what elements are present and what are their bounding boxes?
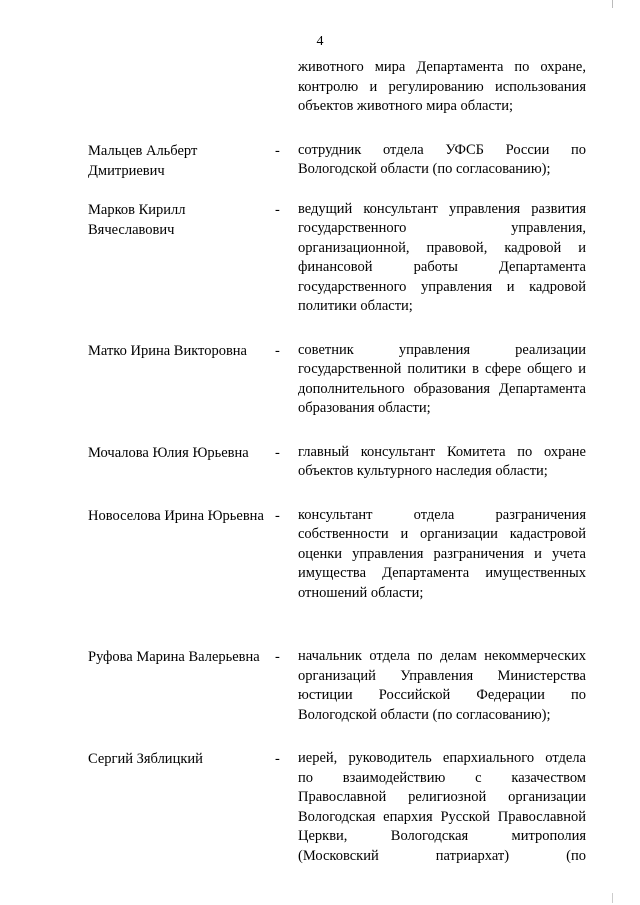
description-line: отношений области; — [298, 584, 424, 601]
description-line: собственности и организации кадастровой — [298, 526, 586, 542]
description-line: сотрудник отдела УФСБ России по — [298, 141, 586, 158]
list-item — [0, 647, 640, 725]
member-name: Матко Ирина Викторовна — [88, 342, 247, 359]
list-item — [0, 141, 640, 180]
entry-description — [298, 647, 586, 725]
scan-mark-top — [612, 0, 613, 8]
description-line: организационной, правовой, кадровой и — [298, 239, 586, 256]
description-line: иерей, руководитель епархиального отдела — [298, 750, 586, 766]
description-line: дополнительного образования Департамента — [298, 380, 586, 397]
dash-separator: - — [275, 507, 280, 524]
page-number: 4 — [316, 34, 324, 49]
list-item — [0, 341, 640, 419]
list-item — [0, 749, 640, 866]
description-line: организаций Управления Министерства — [298, 667, 586, 684]
member-name: Руфова Марина Валерьевна — [88, 649, 260, 665]
description-line: (Московский патриархат) (по — [298, 847, 586, 864]
description-line: ведущий консультант управления развития — [298, 200, 586, 217]
entry-description — [298, 141, 586, 180]
description-line: политики области; — [298, 298, 413, 314]
dash-separator: - — [275, 142, 280, 159]
description-line: финансовой работы Департамента — [298, 259, 586, 275]
list-item — [0, 58, 640, 117]
description-line: юстиции Российской Федерации по — [298, 687, 586, 703]
entry-description — [298, 749, 586, 866]
description-line: имущества Департамента имущественных — [298, 565, 586, 581]
description-line: по взаимодействию с казачеством — [298, 769, 586, 786]
description-line: начальник отдела по делам некоммерческих — [298, 648, 586, 664]
entry-description — [298, 341, 586, 419]
entry-description — [298, 58, 586, 117]
description-line: Церкви, Вологодская митрополия — [298, 828, 586, 844]
description-line: консультант отдела разграничения — [298, 506, 586, 523]
description-line: государственного управления и кадровой — [298, 278, 586, 295]
dash-separator: - — [275, 649, 280, 665]
member-name: Новоселова Ирина Юрьевна — [88, 507, 264, 524]
member-name: Мальцев Альберт Дмитриевич — [88, 142, 198, 179]
description-line: образования области; — [298, 400, 431, 416]
list-item — [0, 506, 640, 604]
description-line: государственной политики в сфере общего и — [298, 361, 586, 377]
list-item — [0, 200, 640, 317]
description-line: объектов культурного наследия области; — [298, 463, 548, 479]
description-line: контролю и регулированию использования — [298, 78, 586, 95]
member-name: Сергий Зяблицкий — [88, 751, 203, 767]
entry-description — [298, 200, 586, 317]
dash-separator: - — [275, 751, 280, 767]
description-line: государственного управления, — [298, 220, 586, 236]
member-name: Марков Кирилл Вячеславович — [88, 201, 186, 238]
description-line: животного мира Департамента по охране, — [298, 59, 586, 75]
description-line: советник управления реализации — [298, 341, 586, 358]
dash-separator: - — [275, 444, 280, 461]
description-line: Православной религиозной организации — [298, 789, 586, 805]
entry-description — [298, 506, 586, 604]
member-name: Мочалова Юлия Юрьевна — [88, 444, 249, 461]
member-list — [0, 58, 640, 866]
description-line: Вологодской области (по согласованию); — [298, 706, 551, 723]
description-line: Вологодская епархия Русской Православной — [298, 808, 586, 825]
dash-separator: - — [275, 342, 280, 359]
description-line: оценки управления разграничения и учета — [298, 545, 586, 562]
list-item — [0, 443, 640, 482]
description-line: главный консультант Комитета по охране — [298, 443, 586, 460]
entry-description — [298, 443, 586, 482]
description-line: объектов животного мира области; — [298, 98, 514, 114]
description-line: Вологодской области (по согласованию); — [298, 161, 551, 177]
dash-separator: - — [275, 201, 280, 218]
scan-mark-bottom — [612, 893, 613, 903]
